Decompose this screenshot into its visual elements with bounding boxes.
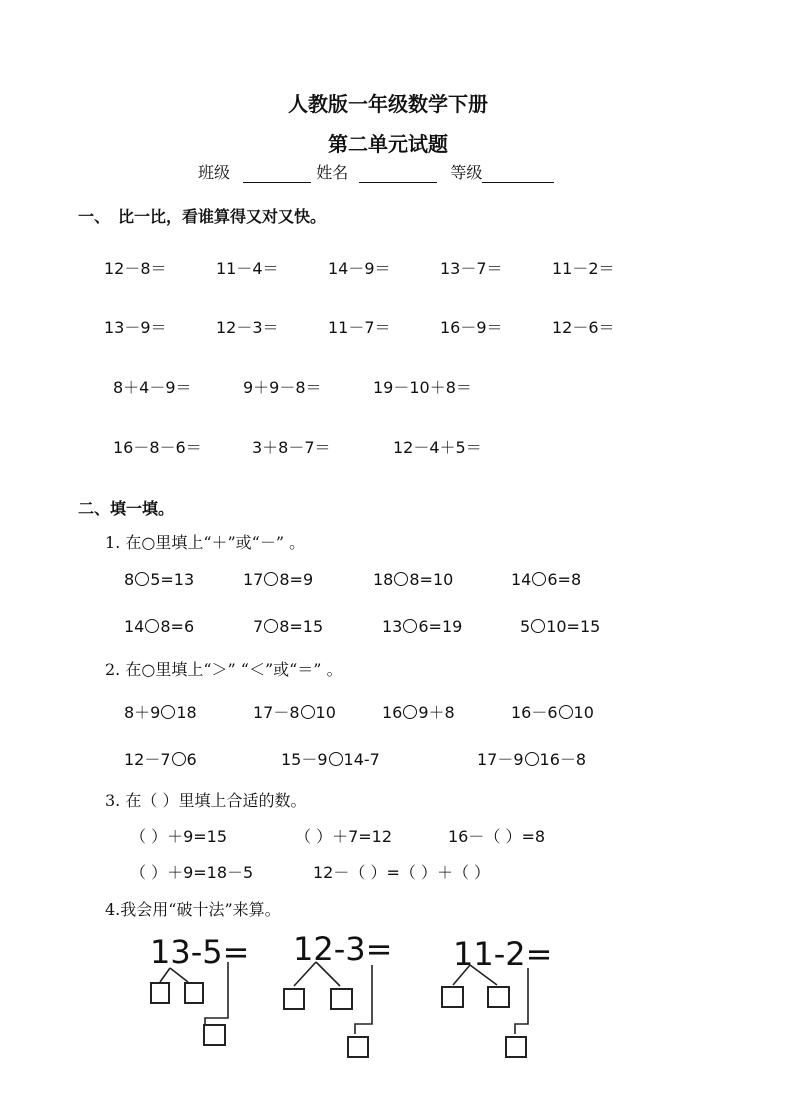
eq-2-1: 13－9＝ — [104, 318, 167, 337]
grade-blank[interactable] — [482, 166, 554, 183]
eq-2-4: 16－9＝ — [440, 318, 503, 337]
answer-circle[interactable] — [329, 752, 343, 766]
q3-item: （ ）＋7=12 — [295, 827, 393, 846]
q1-item: 8 5=13 — [124, 570, 195, 589]
answer-circle[interactable] — [135, 572, 149, 586]
eq-1-1: 12－8＝ — [104, 259, 167, 278]
info-line — [198, 160, 554, 183]
q1-item: 14 6=8 — [511, 570, 582, 589]
eq-3-2: 9＋9－8＝ — [243, 378, 322, 397]
answer-box[interactable] — [330, 988, 353, 1010]
name-blank[interactable] — [359, 166, 437, 183]
q2-item: 12－7 6 — [124, 750, 197, 769]
answer-circle[interactable] — [172, 752, 186, 766]
answer-box[interactable] — [184, 982, 204, 1004]
eq-1-2: 11－4＝ — [216, 259, 279, 278]
q2-label: 2. 在○里填上“＞” “＜”或“＝” 。 — [105, 660, 343, 679]
grade-label: 等级 — [450, 163, 483, 182]
q3-item: 12－（ ）=（ ）＋（ ） — [313, 863, 491, 882]
answer-circle[interactable] — [525, 752, 539, 766]
answer-circle[interactable] — [264, 572, 278, 586]
page-subtitle: 第二单元试题 — [328, 132, 448, 156]
answer-circle[interactable] — [532, 572, 546, 586]
eq-3-1: 8＋4－9＝ — [113, 378, 192, 397]
answer-circle[interactable] — [145, 619, 159, 633]
section1-heading: 一、 比一比，看谁算得又对又快。 — [78, 207, 327, 226]
q3-item: （ ）＋9=15 — [130, 827, 228, 846]
q4-equation: 12-3= — [293, 930, 393, 968]
page-title: 人教版一年级数学下册 — [288, 92, 488, 116]
answer-box[interactable] — [283, 988, 305, 1010]
answer-box[interactable] — [150, 982, 170, 1004]
answer-box[interactable] — [505, 1036, 527, 1058]
q1-item: 7 8=15 — [253, 617, 324, 636]
q2-item: 17－8 10 — [253, 703, 336, 722]
q1-item: 18 8=10 — [373, 570, 454, 589]
q1-item: 13 6=19 — [382, 617, 463, 636]
q3-label: 3. 在（ ）里填上合适的数。 — [105, 791, 307, 810]
q3-item: （ ）＋9=18－5 — [130, 863, 254, 882]
eq-4-2: 3＋8－7＝ — [252, 438, 331, 457]
answer-box[interactable] — [203, 1024, 226, 1046]
q1-item: 14 8=6 — [124, 617, 195, 636]
eq-3-3: 19－10＋8＝ — [373, 378, 472, 397]
eq-2-5: 12－6＝ — [552, 318, 615, 337]
section2-heading: 二、填一填。 — [78, 499, 175, 518]
class-label: 班级 — [198, 163, 231, 182]
answer-circle[interactable] — [161, 705, 175, 719]
q1-item: 5 10=15 — [520, 617, 601, 636]
answer-box[interactable] — [347, 1036, 369, 1058]
answer-circle[interactable] — [301, 705, 315, 719]
q4-label: 4.我会用“破十法”来算。 — [105, 900, 281, 919]
eq-4-1: 16－8－6＝ — [113, 438, 202, 457]
answer-circle[interactable] — [559, 705, 573, 719]
answer-circle[interactable] — [403, 619, 417, 633]
q2-item: 8＋9 18 — [124, 703, 197, 722]
q2-item: 17－9 16－8 — [477, 750, 587, 769]
q3-item: 16－（ ）=8 — [448, 827, 546, 846]
answer-circle[interactable] — [531, 619, 545, 633]
q2-item: 16 9＋8 — [382, 703, 455, 722]
class-blank[interactable] — [243, 166, 311, 183]
answer-box[interactable] — [487, 986, 510, 1008]
q2-item: 16－6 10 — [511, 703, 594, 722]
eq-1-4: 13－7＝ — [440, 259, 503, 278]
answer-circle[interactable] — [394, 572, 408, 586]
eq-4-3: 12－4＋5＝ — [393, 438, 482, 457]
name-label: 姓名 — [316, 163, 349, 182]
q1-label: 1. 在○里填上“＋”或“－” 。 — [105, 533, 306, 552]
q4-equation: 13-5= — [150, 933, 250, 971]
eq-1-5: 11－2＝ — [552, 259, 615, 278]
eq-2-2: 12－3＝ — [216, 318, 279, 337]
q1-item: 17 8=9 — [243, 570, 314, 589]
answer-circle[interactable] — [264, 619, 278, 633]
eq-2-3: 11－7＝ — [328, 318, 391, 337]
answer-circle[interactable] — [403, 705, 417, 719]
q2-item: 15－9 14-7 — [281, 750, 380, 769]
answer-box[interactable] — [441, 986, 464, 1008]
eq-1-3: 14－9＝ — [328, 259, 391, 278]
q4-equation: 11-2= — [453, 935, 553, 973]
